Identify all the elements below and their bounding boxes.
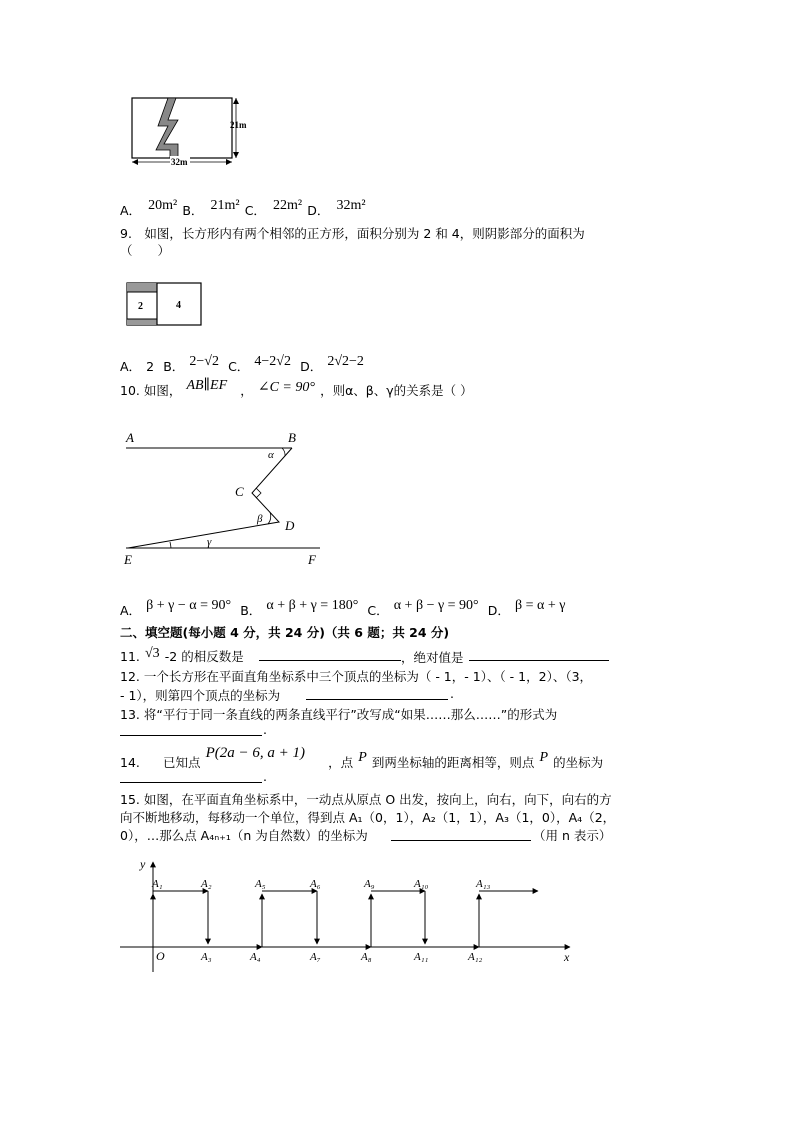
q9-options <box>120 356 364 376</box>
q15-a8: A₈ <box>361 951 372 963</box>
q15-origin: O <box>156 949 165 963</box>
q9-option-c-value: 4−2√2 <box>254 354 291 369</box>
q15-a11: A₁₁ <box>414 951 429 963</box>
q10-label-c: C <box>235 484 244 499</box>
q10-options <box>120 600 565 620</box>
q10-cond2: ∠C = 90° <box>257 380 315 395</box>
q14-pre: 已知点 <box>162 755 201 770</box>
q15-axis-y: y <box>140 857 146 871</box>
q15-figure <box>118 854 578 974</box>
q10-option-c-letter: C． <box>367 603 389 618</box>
q9-option-d-value: 2√2−2 <box>327 354 364 369</box>
q9-option-a-value: 2 <box>146 359 155 374</box>
q15-a6: A₆ <box>310 878 321 890</box>
q10-label-f: F <box>308 552 316 567</box>
q15-answer-blank[interactable] <box>391 828 531 841</box>
q8-option-d-letter: D． <box>307 203 330 218</box>
q14-end: . <box>263 769 267 784</box>
q10-label-beta: β <box>257 513 263 525</box>
q15-a7: A₇ <box>310 951 321 963</box>
q15-a2: A₂ <box>201 878 212 890</box>
section-2-title: 二、填空题(每小题 4 分，共 24 分)（共 6 题；共 24 分) <box>120 625 450 640</box>
q9-label-small: 2 <box>138 301 143 312</box>
q12-line2: - 1），则第四个顶点的坐标为 <box>120 688 281 703</box>
q8-option-a-value: 20m² <box>148 198 178 213</box>
q14-p: P <box>358 750 367 765</box>
q14-line <box>120 745 604 772</box>
q9-option-d-letter: D． <box>300 359 323 374</box>
q15-a10: A₁₀ <box>414 878 429 890</box>
q8-option-d-value: 32m² <box>336 198 366 213</box>
q14-mid2: 到两坐标轴的距离相等，则点 <box>371 755 535 770</box>
q9-stem: 9. 如图，长方形内有两个相邻的正方形，面积分别为 2 和 4，则阴影部分的面积为 <box>120 226 585 241</box>
q9-option-b-value: 2−√2 <box>189 354 219 369</box>
q8-option-a-letter: A． <box>120 203 142 218</box>
q15-a12: A₁₂ <box>468 951 483 963</box>
q10-option-a-letter: A． <box>120 603 142 618</box>
q9-paren: （ ） <box>120 243 171 258</box>
q14-mid3: 的坐标为 <box>553 755 604 770</box>
path-arrows <box>153 891 538 947</box>
q15-a3: A₃ <box>201 951 212 963</box>
q10-option-c-value: α + β − γ = 90° <box>393 598 479 613</box>
q9-figure <box>124 280 206 330</box>
q10-option-d-value: β = α + γ <box>514 598 566 613</box>
q10-label-e: E <box>124 552 132 567</box>
q10-option-d-letter: D． <box>487 603 510 618</box>
q14-point: P(2a − 6, a + 1) <box>205 745 305 761</box>
q15-line3-end: （用 n 表示） <box>533 828 612 843</box>
q14-answer-blank[interactable] <box>120 770 262 783</box>
q10-comma: ， <box>240 383 253 398</box>
q10-option-b-value: α + β + γ = 180° <box>266 598 359 613</box>
q15-a5: A₅ <box>255 878 266 890</box>
q13-answer-blank[interactable] <box>120 723 262 736</box>
q10-label-gamma: γ <box>207 536 212 548</box>
q10-stem <box>120 380 473 400</box>
q11-num: 11. <box>120 649 140 664</box>
q8-width-label: 32m <box>171 157 188 167</box>
q14-num: 14. <box>120 755 140 770</box>
q10-option-a-value: β + γ − α = 90° <box>146 598 232 613</box>
q15-a9: A₉ <box>364 878 375 890</box>
q8-figure <box>120 92 260 172</box>
q9-option-a-letter: A． <box>120 359 142 374</box>
q10-tail: ，则α、β、γ的关系是（ ） <box>320 383 473 398</box>
q10-label-a: A <box>126 430 134 445</box>
q8-height-label: 21m <box>230 120 247 130</box>
q11-answer-blank-1[interactable] <box>259 648 401 661</box>
q15-a1: A₁ <box>152 878 163 890</box>
q15-a13: A₁₃ <box>476 878 491 890</box>
q10-figure <box>120 426 330 572</box>
q15-axis-x: x <box>564 950 570 964</box>
q12-end: . <box>450 686 454 701</box>
q13-line1: 13. 将“平行于同一条直线的两条直线平行”改写成“如果……那么……”的形式为 <box>120 707 558 722</box>
q15-a4: A₄ <box>250 951 261 963</box>
q8-options <box>120 200 366 220</box>
q10-label-alpha: α <box>268 449 274 461</box>
q12-line1: 12. 一个长方形在平面直角坐标系中三个顶点的坐标为（ - 1，- 1）、（ - 1，2）、（3， <box>120 669 593 684</box>
q10-num: 10. 如图， <box>120 383 182 398</box>
q10-option-b-letter: B． <box>240 603 262 618</box>
q9-option-c-letter: C． <box>228 359 250 374</box>
q8-option-b-letter: B． <box>182 203 204 218</box>
q10-cond1: AB∥EF <box>186 378 228 393</box>
q8-option-c-letter: C． <box>244 203 266 218</box>
q14-mid1: ，点 <box>328 755 354 770</box>
q9-option-b-letter: B． <box>163 359 185 374</box>
q15-line2: 向不断地移动，每移动一个单位，得到点 A₁（0，1），A₂（1，1），A₃（1，0），A₄（2， <box>120 810 616 825</box>
q11-line <box>120 646 244 666</box>
q9-label-big: 4 <box>176 300 181 311</box>
q11-mid: ，绝对值是 <box>401 650 464 665</box>
q11-sqrt: √3 <box>144 646 160 661</box>
q10-label-d: D <box>285 518 295 533</box>
q11-answer-blank-2[interactable] <box>469 648 609 661</box>
q10-label-b: B <box>288 430 296 445</box>
q12-answer-blank[interactable] <box>306 687 448 700</box>
q11-rest: -2 的相反数是 <box>164 649 244 664</box>
q8-option-c-value: 22m² <box>273 198 303 213</box>
q15-line3: 0），…那么点 A₄ₙ₊₁（n 为自然数）的坐标为 <box>120 828 368 843</box>
q15-line1: 15. 如图，在平面直角坐标系中，一动点从原点 O 出发，按向上，向右，向下，向右的方 <box>120 792 612 807</box>
q8-option-b-value: 21m² <box>210 198 240 213</box>
q13-end: . <box>263 722 267 737</box>
q14-p2: P <box>539 750 549 765</box>
